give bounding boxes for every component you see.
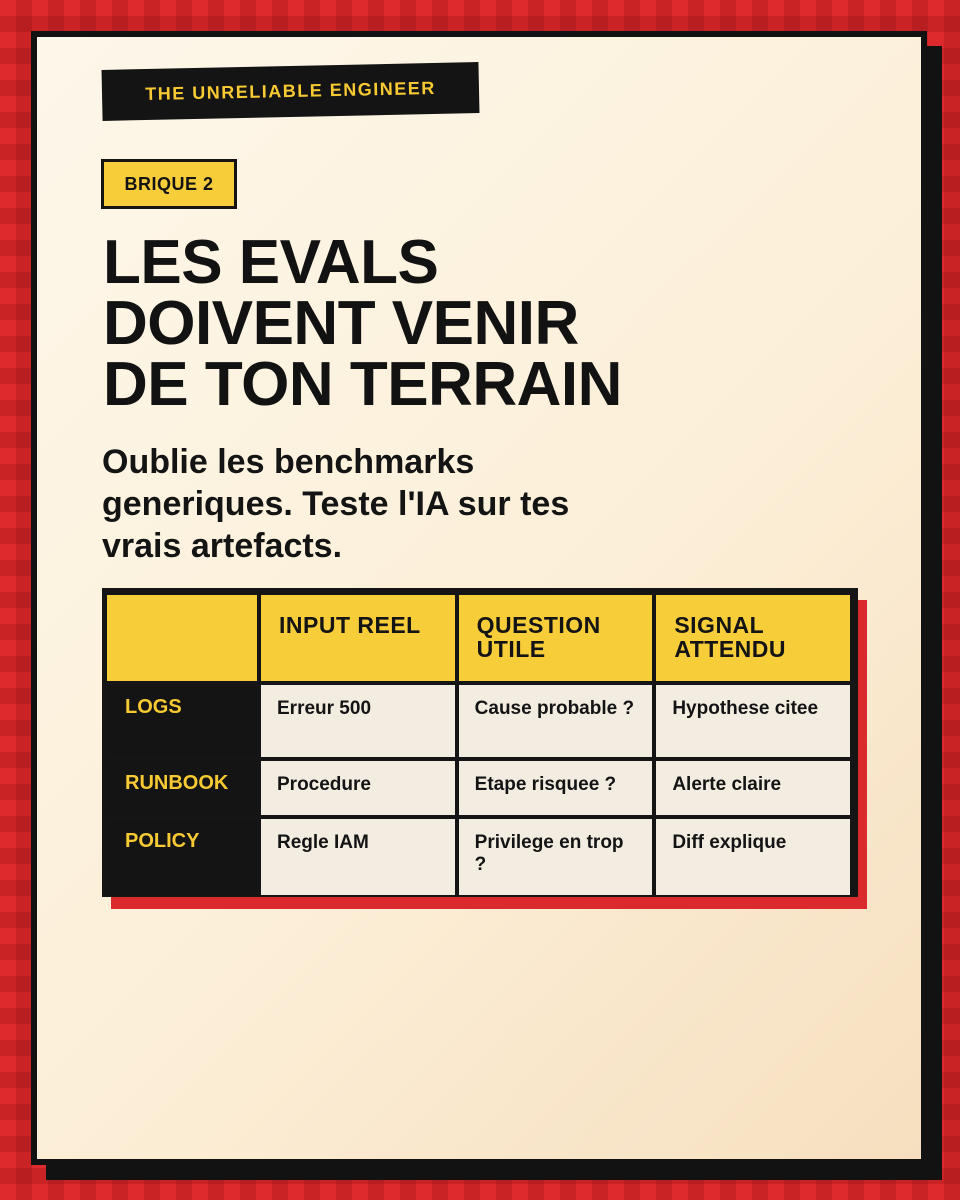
table-header-input: INPUT REEL (261, 595, 455, 681)
table-cell-policy-question: Privilege en trop ? (459, 819, 653, 895)
table-cell-runbook-input: Procedure (261, 761, 455, 815)
eval-table (102, 588, 858, 897)
section-badge-label: BRIQUE 2 (124, 173, 214, 194)
headline-line-3: DE TON TERRAIN (103, 350, 622, 419)
table-cell-runbook-question: Etape risquee ? (459, 761, 653, 815)
table-corner-cell (107, 595, 257, 681)
table-cell-policy-input: Regle IAM (261, 819, 455, 895)
headline (103, 228, 863, 419)
table-row-label-logs: LOGS (107, 685, 257, 757)
section-badge (101, 159, 237, 209)
subtitle-line-3: vrais artefacts. (102, 527, 343, 565)
table-row-label-policy: POLICY (107, 819, 257, 895)
table-header-signal: SIGNAL ATTENDU (656, 595, 850, 681)
headline-line-2: DOIVENT VENIR (103, 289, 579, 358)
table-cell-logs-question: Cause probable ? (459, 685, 653, 757)
headline-line-1: LES EVALS (103, 228, 439, 297)
table-cell-runbook-signal: Alerte claire (656, 761, 850, 815)
subtitle-line-2: generiques. Teste l'IA sur tes (102, 485, 570, 523)
brand-name: THE UNRELIABLE ENGINEER (145, 77, 436, 105)
table-cell-policy-signal: Diff explique (656, 819, 850, 895)
table-cell-logs-input: Erreur 500 (261, 685, 455, 757)
table-cell-logs-signal: Hypothese citee (656, 685, 850, 757)
subtitle (102, 441, 702, 567)
subtitle-line-1: Oublie les benchmarks (102, 443, 475, 481)
table-row-label-runbook: RUNBOOK (107, 761, 257, 815)
table-header-question: QUESTION UTILE (459, 595, 653, 681)
brand-banner (102, 62, 480, 121)
